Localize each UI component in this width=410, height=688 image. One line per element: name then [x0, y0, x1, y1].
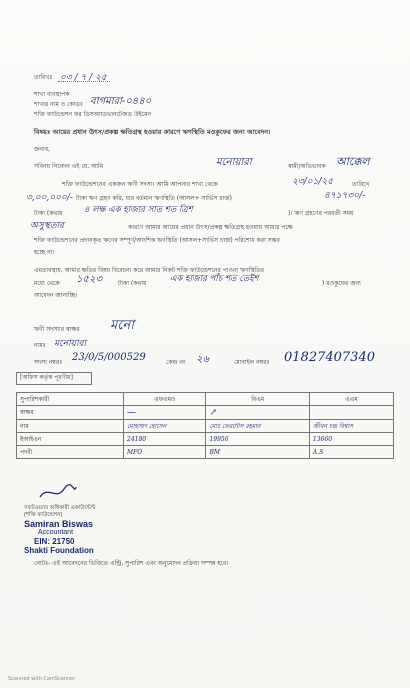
table-cell: ↗	[206, 406, 309, 420]
column-header: সুপারিশকারী	[17, 393, 124, 406]
table-cell: 19956	[206, 433, 309, 446]
stamp-org: Shakti Foundation	[24, 546, 94, 555]
center-value: ২৬	[196, 354, 210, 365]
loan-date-handwritten: ২৩/০১/২৫	[292, 177, 334, 187]
stamp-designation: Accountant	[38, 529, 74, 536]
row-label: নাম	[17, 420, 124, 433]
signature-label: ঋণী সদস্যার স্বাক্ষর	[34, 326, 80, 333]
body-text: শক্তি ফাউন্ডেশনের একজন ঋণী সদস্য। আমি আপনার শাখা থেকে	[62, 181, 218, 188]
body-text: টাকা (কথায়	[118, 280, 147, 287]
balance-handwritten: ৪৭১৭৩০/-	[324, 191, 366, 201]
body-text: টাকা ঋণ গ্রহণ করি, যার বর্তমান ঋণস্থিতি (আসল+ সার্ভিস চার্জ)	[76, 195, 232, 202]
table-cell: A.S	[309, 446, 393, 459]
row-label: স্বাক্ষর	[17, 406, 124, 420]
body-text: আবেদন জানাচ্ছি।	[34, 292, 78, 299]
subject-line: বিষয়ঃ আয়ের প্রধান উৎস/প্রকল্প ক্ষতিগ্রস্থ হওয়ার কারণে ঋণস্থিতি মওকুফের জন্য আবেদন।	[34, 128, 271, 136]
table-cell: BM	[206, 446, 309, 459]
table-cell: মোহাম্মদ হোসেন	[124, 420, 206, 433]
name-value: মনোয়ারা	[54, 339, 87, 349]
loan-amount-handwritten: ৩,০০,০০০/-	[26, 193, 73, 203]
mobile-value: 01827407340	[284, 350, 375, 365]
row-label: পদবী	[17, 446, 124, 459]
name-label: নামঃ	[34, 342, 46, 349]
org-line: শক্তি ফাউন্ডেশন ফর ডিসঅ্যাডভানটেজড উইমেন	[34, 111, 152, 118]
table-cell: MFO	[124, 446, 206, 459]
table-row	[17, 420, 394, 433]
table-row	[17, 433, 394, 446]
table-cell: 24180	[124, 433, 206, 446]
branch-name-label: শাখার নাম ও কোডঃ	[34, 101, 84, 108]
member-no-label: সদস্য নম্বরঃ	[34, 359, 63, 366]
date-label: তারিখঃ	[34, 74, 53, 81]
salutation: জনাব,	[34, 146, 50, 153]
body-text: কারণে আমার আয়ের প্রধান উৎস/প্রকল্প ক্ষতিগ্রস্থ হওয়ায় আমার পক্ষে	[128, 224, 293, 231]
stamp-role: সফটওয়্যার অধিকারী একাউন্টেন্ট	[24, 505, 96, 511]
table-cell: ⁠—⁠	[124, 406, 206, 420]
table-cell: জীবন চন্দ্র বিশ্বাস	[309, 420, 393, 433]
body-text: স্বামী/অভিভাবক	[288, 163, 326, 170]
table-cell	[309, 406, 393, 420]
row-label: ইআইএন	[17, 433, 124, 446]
waiver-amount-handwritten: ১৫২৩	[76, 274, 102, 285]
date-underline	[58, 81, 110, 82]
body-text: )। ঋণ গ্রহণের পরবর্তী সময়	[288, 210, 354, 217]
stamp-org-short: (শক্তি ফাউন্ডেশন)	[24, 512, 63, 518]
table-header-row	[17, 393, 394, 406]
waiver-words-handwritten: এক হাজার পাঁচ শত তেইশ	[170, 274, 259, 284]
body-text: শক্তি ফাউন্ডেশনের প্রদানকৃত ঋণের সম্পূর্ণ/আংশিক ঋণস্থিতি (আসল+সার্ভিস চার্জ) পরিশোধ করা সম্ভব	[34, 237, 280, 244]
office-section-title: [অফিস কর্তৃক পূরণীয়]	[20, 374, 73, 381]
table-cell: মোঃ ফেরদৌস রহমান	[206, 420, 309, 433]
stamp-signature-scribble	[38, 483, 78, 503]
to-label: শাখা ব্যবস্থাপক	[34, 91, 70, 98]
column-header: বিএম	[206, 393, 309, 406]
scanner-watermark: Scanned with CamScanner	[8, 676, 76, 682]
date-value: ০৩ / ৭ / ২৫	[60, 73, 107, 83]
body-text: এমতাবস্থায়, আমার ক্ষতির বিষয় বিবেচনা করে আমার নিকট শক্তি ফাউন্ডেশনের পাওনা ঋণস্থিতির	[34, 267, 264, 274]
stamp-ein: EIN: 21750	[34, 537, 75, 546]
column-header: এফএমও	[124, 393, 206, 406]
body-text: হচ্ছে না।	[34, 249, 55, 256]
guardian-name-handwritten: আক্কেল	[336, 155, 370, 168]
column-header: এএম	[309, 393, 393, 406]
approval-table	[16, 392, 394, 459]
branch-name-value: বাগমারা-০৪৪০	[90, 96, 152, 107]
balance-words-handwritten: ৪ লক্ষ এক হাজার সাত শত ত্রিশ	[84, 205, 193, 215]
center-label: কেন্দ্র নং	[166, 359, 186, 366]
mobile-label: মোবাইল নম্বরঃ	[234, 359, 270, 366]
table-row	[17, 406, 394, 420]
table-row	[17, 446, 394, 459]
note-text: নোটঃ- এই আবেদনের ভিত্তিতে এন্ট্রি, সুপারিশ এবং অনুমোদন প্রক্রিয়া সম্পন্ন হবে।	[34, 560, 229, 567]
body-text: তারিখে	[352, 181, 370, 188]
body-text: সবিনয় নিবেদন এই যে, আমি	[34, 163, 104, 170]
stamp-name: Samiran Biswas	[24, 519, 94, 529]
accountant-stamp	[24, 505, 124, 555]
applicant-name-handwritten: মনোয়ারা	[216, 157, 252, 168]
body-text: টাকা (কথায়	[34, 210, 63, 217]
body-text: মধ্যে থেকে	[34, 280, 60, 287]
body-text: ) মওকুফের জন্য	[322, 280, 361, 287]
reason-handwritten: অসুস্থতার	[30, 221, 65, 231]
member-no-value: 23/0/5/000529	[72, 352, 146, 363]
applicant-signature: মনো	[110, 318, 134, 333]
table-cell: 13660	[309, 433, 393, 446]
